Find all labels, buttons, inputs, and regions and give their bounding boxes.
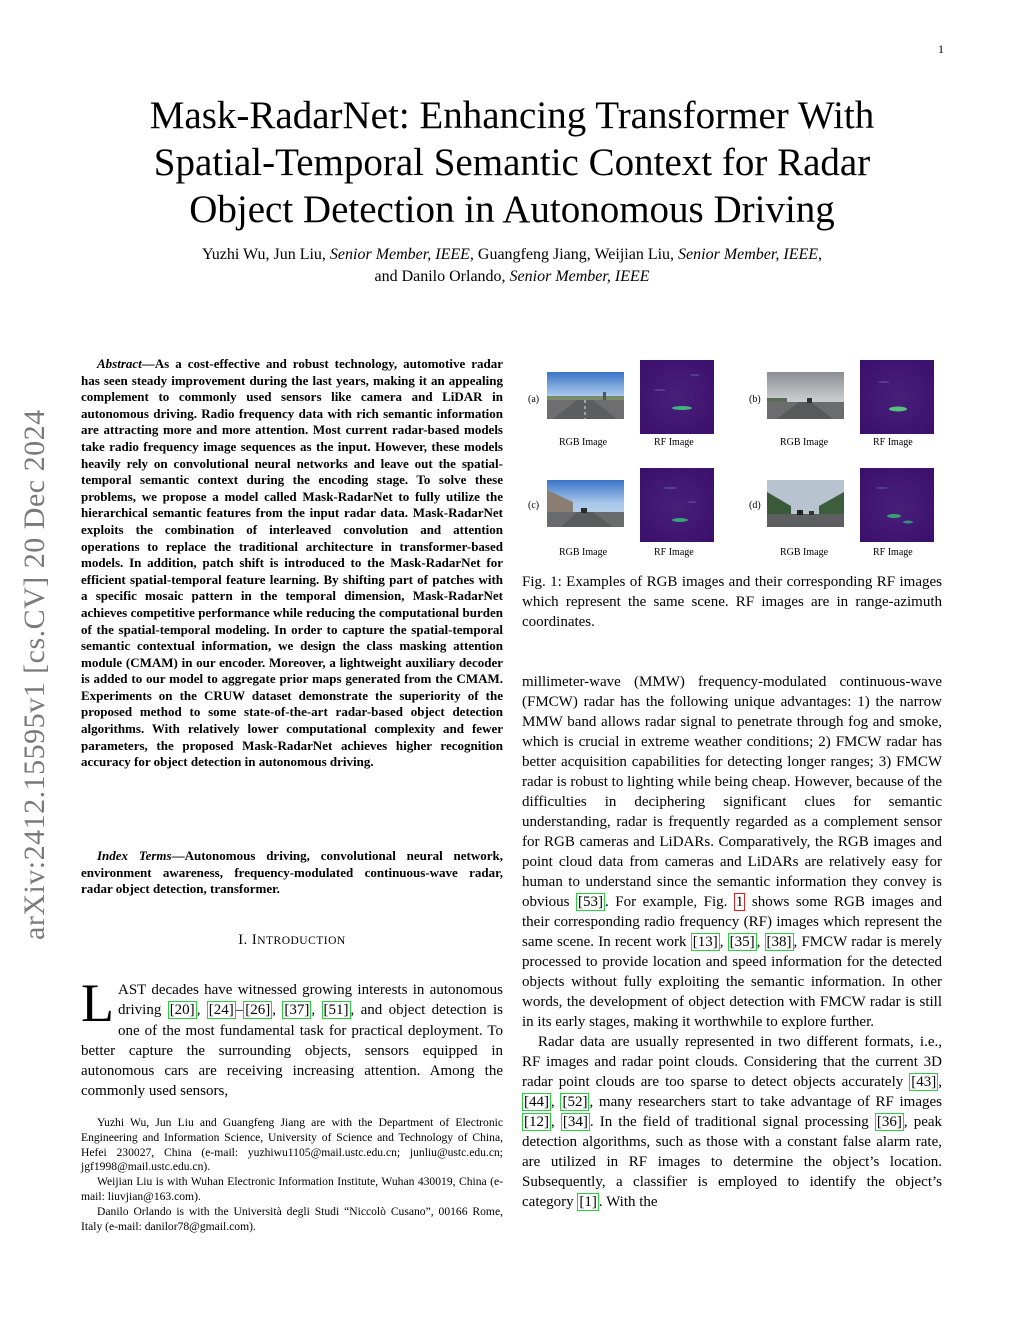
citation-link[interactable]: [34] (562, 1114, 588, 1130)
citation-link[interactable]: [44] (524, 1094, 549, 1110)
index-terms-label: Index Terms (97, 848, 172, 863)
citation-link[interactable]: [35] (729, 934, 755, 950)
abstract-text: —As a cost-effective and robust technology, automotive radar has seen steady improvement during the last years, making it an appealing complement to commonly used sensors like camera and LiDAR in autonomous driving. Radio frequency data with rich semantic information are attracting more and more attention. Most current radar-based models take radio frequency image sequences as the input. However, these models heavily rely on convolutional neural networks and leave out the spatial-temporal semantic context during the encoding stage. To solve these problems, we propose a model called Mask-RadarNet to fully utilize the hierarchical semantic features from the input radar data. Mask-RadarNet exploits the combination of interleaved convolution and attention operations to replace the traditional architecture in transformer-based models. In addition, patch shift is introduced to the Mask-RadarNet for efficient spatial-temporal feature learning. By shifting part of patches with a specific mosaic pattern in the temporal dimension, Mask-RadarNet achieves competitive performance while reducing the computational burden of the spatial-temporal modeling. In order to capture the spatial-temporal semantic contextual information, we design the class masking attention module (CMAM) in our encoder. Moreover, a lightweight auxiliary decoder is added to our model to aggregate prior maps generated from the CMAM. Experiments on the CRUW dataset demonstrate the superiority of the proposed method to some state-of-the-art radar-based object detection algorithms. With relatively lower computational complexity and fewer parameters, the proposed Mask-RadarNet achieves higher recognition accuracy for object detection in autonomous driving. (81, 356, 503, 770)
rf-image-d (860, 468, 934, 542)
rgb-image-a (547, 372, 624, 419)
rf-caption: RF Image (654, 547, 694, 558)
road-scene-image (547, 480, 624, 527)
rgb-caption: RGB Image (780, 437, 829, 448)
footnotes (81, 1116, 503, 1234)
author-line-2: and Danilo Orlando, Senior Member, IEEE (374, 268, 650, 285)
citation-link[interactable]: [52] (562, 1094, 588, 1110)
panel-label: (a) (528, 394, 540, 405)
figure-link[interactable]: 1 (735, 894, 744, 910)
citation-link[interactable]: [37] (284, 1002, 310, 1019)
panel-label: (d) (749, 500, 761, 511)
citation-link[interactable]: [51] (323, 1002, 349, 1019)
panel-label: (c) (528, 500, 540, 511)
road-scene-image (767, 372, 844, 419)
citation-link[interactable]: [53] (578, 894, 603, 910)
author-line-1: Yuzhi Wu, Jun Liu, Senior Member, IEEE, Guangfeng Jiang, Weijian Liu, Senior Member, IEEE, (201, 246, 823, 263)
rgb-caption: RGB Image (780, 547, 829, 558)
author-list (100, 244, 924, 288)
road-scene-image (767, 480, 844, 527)
abstract (81, 356, 503, 771)
rf-heatmap (640, 360, 714, 434)
paragraph: millimeter-wave (MMW) frequency-modulated continuous-wave (FMCW) radar has the following unique advantages: 1) the narrow MMW band allows radar signal to penetrate through fog and smoke, which is crucial in extreme weather conditions; 2) FMCW radar has better acquisition capabilities for detecting longer ranges; 3) FMCW radar is robust to lighting while being cheap. However, because of the difficulties in deciphering significant clues for semantic understanding, radar is frequently regarded as a complement sensor for RGB cameras and LiDARs. Comparatively, the RGB images and point cloud data from cameras and LiDARs are relatively easy for human to understand since the semantic information they convey is obvious [53] . For example, Fig. 1 shows some RGB images and their corresponding radio frequency (RF) images which represent the same scene. In recent work [13] , [35] , [38] , FMCW radar is merely processed to provide location and speed information for the detected objects without fully exploiting the semantic information. In other words, the development of object detection with FMCW radar is still in its early stages, making it worthwhile to explore further. (522, 674, 943, 1030)
section-heading-introduction: I. INTRODUCTION (238, 932, 346, 948)
index-terms (81, 848, 503, 898)
panel-label: (b) (749, 394, 761, 405)
drop-cap: L (81, 973, 114, 1033)
rf-image-a (640, 360, 714, 434)
rgb-caption: RGB Image (559, 547, 608, 558)
citation-link[interactable]: [38] (766, 934, 792, 950)
rgb-image-d (767, 480, 844, 527)
rf-image-c (640, 468, 714, 542)
rf-caption: RF Image (873, 547, 913, 558)
citation-link[interactable]: [24] (208, 1002, 234, 1019)
index-terms-text: —Autonomous driving, convolutional neural network, environment awareness, frequency-modulated continuous-wave radar, radar object detection, transformer. (81, 848, 503, 897)
footnote: Weijian Liu is with Wuhan Electronic Information Institute, Wuhan 430019, China (e-mail: liuvjian@163.com). (81, 1175, 503, 1203)
rf-caption: RF Image (873, 437, 913, 448)
citation-link[interactable]: [12] (524, 1114, 549, 1130)
rf-heatmap (640, 468, 714, 542)
abstract-label: Abstract (97, 356, 142, 371)
footnote: Yuzhi Wu, Jun Liu and Guangfeng Jiang are with the Department of Electronic Engineering and Information Science, University of Science and Technology of China, Hefei 230027, China (e-mail: yuzhiwu1105@mail.ustc.edu.cn; junliu@ustc.edu.cn; jgf1998@mail.ustc.edu.cn). (81, 1116, 503, 1174)
rgb-image-b (767, 372, 844, 419)
rf-caption: RF Image (654, 437, 694, 448)
paper-title: Mask-RadarNet: Enhancing Transformer With Spatial-Temporal Semantic Context for Radar Object Detection in Autonomous Driving (149, 94, 875, 231)
footnote: Danilo Orlando is with the Università degli Studi “Niccolò Cusano”, 00166 Rome, Italy (e-mail: danilor78@gmail.com). (81, 1204, 503, 1233)
page-number: 1 (938, 42, 944, 56)
citation-link[interactable]: [13] (692, 934, 718, 950)
rgb-caption: RGB Image (559, 437, 608, 448)
citation-link[interactable]: [1] (579, 1194, 597, 1210)
right-column-text (522, 672, 942, 1212)
introduction-paragraph: LAST decades have witnessed growing interests in autonomous driving [20] , [24] – [26] , [37] , [51] , and object detection is one of the most fundamental task for practical deployment. To better capture the surrounding objects, sensors equipped in autonomous cars are receiving increasing attention. Among the commonly used sensors, (81, 973, 503, 1100)
citation-link[interactable]: [26] (245, 1002, 271, 1019)
figure-caption: Fig. 1: Examples of RGB images and their corresponding RF images which represent the same scene. RF images are in range-azimuth coordinates. (522, 574, 942, 630)
citation-link[interactable]: [43] (911, 1074, 937, 1090)
citation-link[interactable]: [36] (876, 1114, 902, 1130)
rgb-image-c (547, 480, 624, 527)
paragraph: Radar data are usually represented in two different formats, i.e., RF images and radar point clouds. Considering that the current 3D radar point clouds are too sparse to detect objects accurately [43] , [44] , [52] , many researchers start to take advantage of RF images [12] , [34] . In the field of traditional signal processing [36] , peak detection algorithms, such as those with a constant false alarm rate, are utilized in RF images to determine the object’s location. Subsequently, a classifier is employed to identify the object’s category [1] . With the (522, 1034, 943, 1210)
road-scene-image (547, 372, 624, 419)
citation-link[interactable]: [20] (169, 1002, 195, 1019)
rf-image-b (860, 360, 934, 434)
rf-heatmap (860, 468, 934, 542)
arxiv-watermark: arXiv:2412.15595v1 [cs.CV] 20 Dec 2024 (18, 409, 51, 940)
rf-heatmap (860, 360, 934, 434)
